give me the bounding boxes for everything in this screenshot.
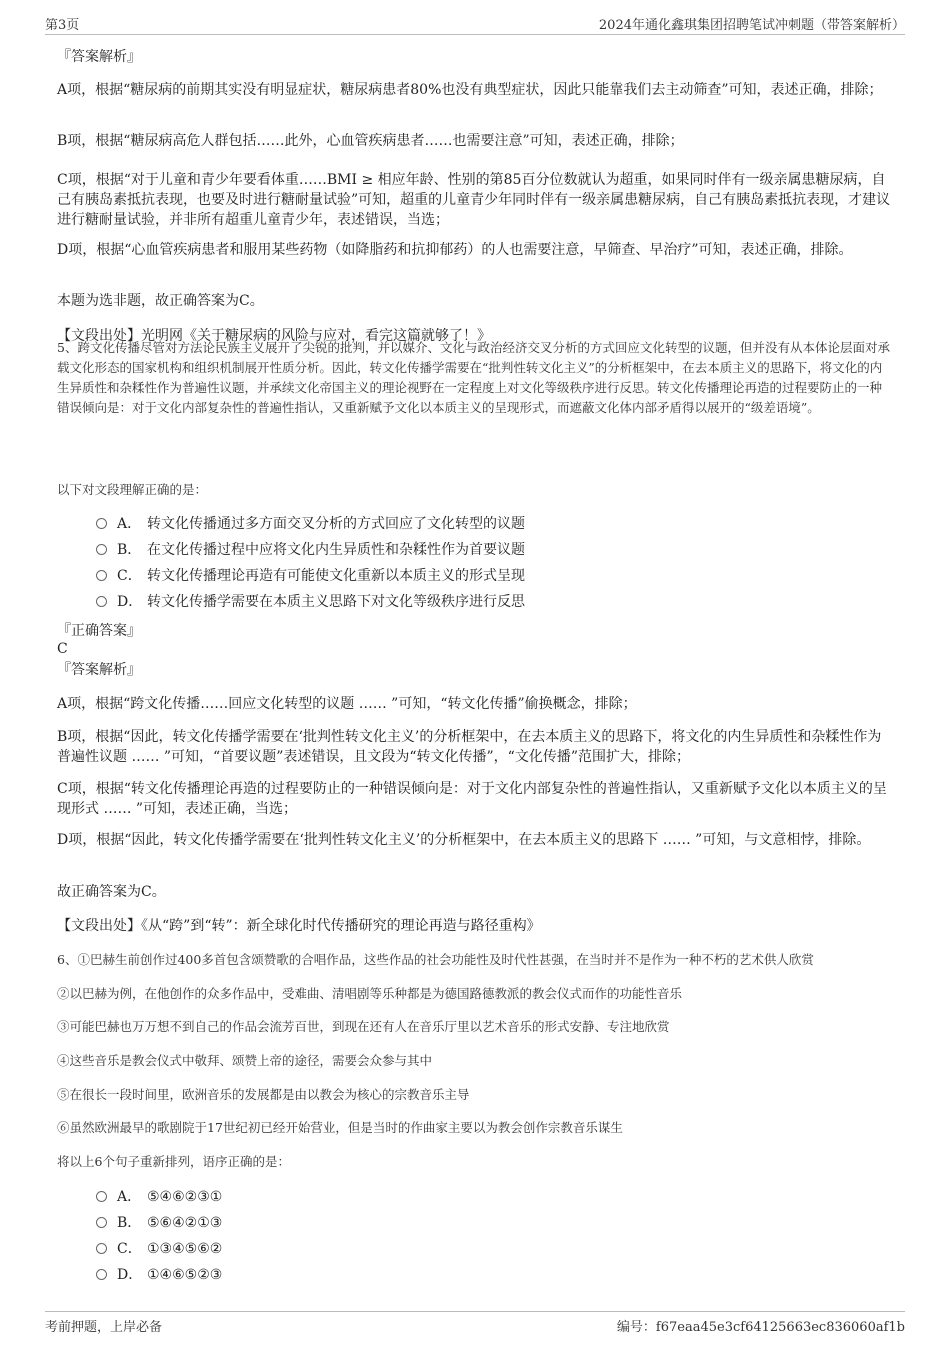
conclusion: 故正确答案为C。 [57,884,166,900]
question-5-stem: 5、跨文化传播尽管对方法论民族主义展开了尖锐的批判，并以媒介、文化与政治经济交叉分析的方式回应文化转型的议题，但并没有从本体论层面对承载文化形态的国家机构和组织机制展开性质分析。因此，转文化传播学需要在“批判性转文化主义”的分析框架中，在去本质主义的思路下，将文化的内生异质性和杂糅性作为普遍性议题，并承续文化帝国主义的理论视野在一定程度上对文化等级秩序进行反思。转文化传播理论再造的过程要防止的一种错误倾向是：对于文化内部复杂性的普遍性指认，又重新赋予文化以本质主义的呈现形式，而遮蔽文化体内部矛盾得以展开的“级差语境”。 [57,340,890,415]
question-6-sentence-3: ③可能巴赫也万万想不到自己的作品会流芳百世，到现在还有人在音乐厅里以艺术音乐的形式安静、专注地欣赏 [57,1019,670,1034]
radio-button[interactable] [96,544,107,555]
radio-button[interactable] [96,596,107,607]
question-6-sentence-1: 6、①巴赫生前创作过400多首包含颂赞歌的合唱作品，这些作品的社会功能性及时代性甚强，在当时并不是作为一种不朽的艺术供人欣赏 [57,952,814,967]
radio-button[interactable] [96,1243,107,1254]
analysis-b: B项，根据“因此，转文化传播学需要在‘批判性转文化主义’的分析框架中，在去本质主义的思路下，将文化的内生异质性和杂糅性作为普遍性议题 …… ”可知，“首要议题”表述错误，且文段为“转文化传播”，“文化传播”范围扩大，排除； [57,729,882,765]
source-citation: 【文段出处】光明网《关于糖尿病的风险与应对，看完这篇就够了！》 [57,328,491,344]
question-6-option-a[interactable]: A． ⑤④⑥②③① [96,1187,222,1207]
question-5-option-c[interactable]: C． 转文化传播理论再造有可能使文化重新以本质主义的形式呈现 [96,566,525,586]
source-citation: 【文段出处】《从“跨”到“转”：新全球化时代传播研究的理论再造与路径重构》 [57,918,541,934]
radio-button[interactable] [96,1217,107,1228]
analysis-c: C项，根据“对于儿童和青少年要看体重……BMI ≥ 相应年龄、性别的第85百分位数就认为超重，如果同时伴有一级亲属患糖尿病，自己有胰岛素抵抗表现，也要及时进行糖耐量试验”可知，超重的儿童青少年同时伴有一级亲属患糖尿病，自己有胰岛素抵抗表现，才建议进行糖耐量试验，并非所有超重儿童青少年，表述错误，当选； [57,172,891,228]
radio-button[interactable] [96,518,107,529]
question-5-option-a[interactable]: A． 转文化传播通过多方面交叉分析的方式回应了文化转型的议题 [96,514,525,534]
question-5-prompt: 以下对文段理解正确的是： [57,482,208,497]
question-5-option-d[interactable]: D． 转文化传播学需要在本质主义思路下对文化等级秩序进行反思 [96,592,525,612]
analysis-b: B项，根据“糖尿病高危人群包括……此外，心血管疾病患者……也需要注意”可知，表述正确，排除； [57,133,684,149]
analysis-c: C项，根据“转文化传播理论再造的过程要防止的一种错误倾向是：对于文化内部复杂性的普遍性指认，又重新赋予文化以本质主义的呈现形式 …… ”可知，表述正确，当选； [57,781,887,817]
analysis-a: A项，根据“糖尿病的前期其实没有明显症状，糖尿病患者80%也没有典型症状，因此只能靠我们去主动筛查”可知，表述正确，排除； [57,82,883,98]
question-5-option-b[interactable]: B． 在文化传播过程中应将文化内生异质性和杂糅性作为首要议题 [96,540,525,560]
radio-button[interactable] [96,570,107,581]
analysis-d: D项，根据“心血管疾病患者和服用某些药物（如降脂药和抗抑郁药）的人也需要注意，早筛查、早治疗”可知，表述正确，排除。 [57,242,853,258]
radio-button[interactable] [96,1269,107,1280]
question-6-sentence-6: ⑥虽然欧洲最早的歌剧院于17世纪初已经开始营业，但是当时的作曲家主要以为教会创作宗教音乐谋生 [57,1120,623,1135]
analysis-d: D项，根据“因此，转文化传播学需要在‘批判性转文化主义’的分析框架中，在去本质主义的思路下 …… ”可知，与文意相悖，排除。 [57,832,871,848]
correct-answer: C [57,641,68,657]
page-footer [45,1311,905,1336]
radio-button[interactable] [96,1191,107,1202]
question-6-sentence-5: ⑤在很长一段时间里，欧洲音乐的发展都是由以教会为核心的宗教音乐主导 [57,1087,470,1102]
question-6-option-d[interactable]: D． ①④⑥⑤②③ [96,1265,222,1285]
question-6-prompt: 将以上6个句子重新排列，语序正确的是： [57,1154,290,1169]
document-id: 编号：f67eaa45e3cf64125663ec836060af1b [616,1320,905,1335]
page-header [45,12,905,35]
analysis-label: 『答案解析』 [57,662,141,678]
question-6-option-c[interactable]: C． ①③④⑤⑥② [96,1239,222,1259]
analysis-a: A项，根据“跨文化传播……回应文化转型的议题 …… ”可知，“转文化传播”偷换概念，排除； [57,696,637,712]
page-number: 第3页 [45,18,80,33]
document-title: 2024年通化鑫琪集团招聘笔试冲刺题（带答案解析） [598,18,905,33]
analysis-label: 『答案解析』 [57,49,141,65]
footer-slogan: 考前押题，上岸必备 [45,1320,163,1335]
correct-answer-label: 『正确答案』 [57,623,141,639]
question-6-sentence-4: ④这些音乐是教会仪式中敬拜、颂赞上帝的途径，需要会众参与其中 [57,1053,433,1068]
question-6-option-b[interactable]: B． ⑤⑥④②①③ [96,1213,222,1233]
conclusion: 本题为选非题，故正确答案为C。 [57,293,264,309]
question-6-sentence-2: ②以巴赫为例，在他创作的众多作品中，受难曲、清唱剧等乐种都是为德国路德教派的教会仪式而作的功能性音乐 [57,986,683,1001]
